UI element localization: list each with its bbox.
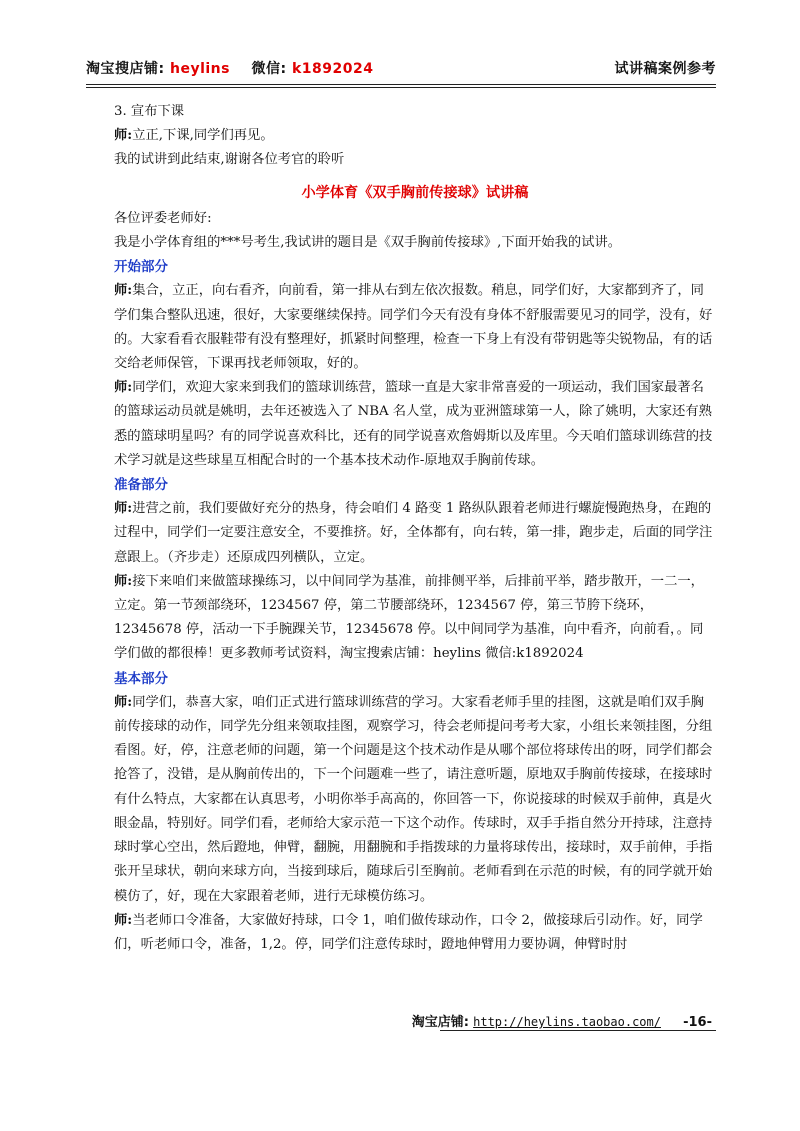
footer-shop-link[interactable]: http://heylins.taobao.com/ <box>473 1015 661 1029</box>
page-footer <box>412 1011 712 1030</box>
footer-divider <box>440 1030 716 1031</box>
paragraph-start-1: 师:集合，立正，向右看齐，向前看，第一排从右到左依次报数。稍息，同学们好，大家都到齐了，同学们集合整队迅速，很好，大家要继续保持。同学们今天有没有身体不舒服需要见习的同学，没有，好的。大家看看衣服鞋带有没有整理好，抓紧时间整理，检查一下身上有没有带钥匙等尖锐物品，有的话交给老师保管，下课再找老师领取，好的。 <box>114 283 713 372</box>
paragraph-basic-1: 师:同学们，恭喜大家，咱们正式进行篮球训练营的学习。大家看老师手里的挂图，这就是咱们双手胸前传接球的动作，同学先分组来领取挂图，观察学习，待会老师提问考考大家，小组长来领挂图，分组看图。好，停，注意老师的问题，第一个问题是这个技术动作是从哪个部位将球传出的呀，同学们都会抢答了，没错，是从胸前传出的，下一个问题难一些了，请注意听题，原地双手胸前传接球，在接球时有什么特点，大家都在认真思考，小明你举手高高的，你回答一下，你说接球的时候双手前伸，真是火眼金晶，特别好。同学们看，老师给大家示范一下这个动作。传球时，双手手指自然分开持球，注意持球时掌心空出，然后蹬地，伸臂，翻腕，用翻腕和手指拨球的力量将球传出，接球时，双手前伸，手指张开呈球状，朝向来球方向，当接到球后，随球后引至胸前。老师看到在示范的时候，有的同学就开始模仿了，好，现在大家跟着老师，进行无球模仿练习。 <box>114 694 713 904</box>
dismiss-line: 师:立正,下课,同学们再见。 <box>114 128 274 144</box>
intro-paragraph: 我是小学体育组的***号考生,我试讲的题目是《双手胸前传接球》,下面开始我的试讲。 <box>114 235 622 251</box>
footer-shop-label: 淘宝店铺: <box>411 1015 469 1030</box>
speaker-label: 师: <box>114 128 133 144</box>
paragraph-prep-2: 师:接下来咱们来做篮球操练习，以中间同学为基准，前排侧平举，后排前平举，踏步散开，一二一，立定。第一节颈部绕环，1234567 停，第二节腰部绕环，1234567 停，第三节胯下绕环，12345678 停，活动一下手腕踝关节，12345678 停。以中间同学为基准，向中看齐，向前看，。同学们做的都很棒！更多教师考试资料，淘宝搜索店铺：heylins 微信:k1892024 <box>114 573 704 662</box>
document-title: 小学体育《双手胸前传接球》试讲稿 <box>301 184 529 201</box>
header-right-title: 试讲稿案例参考 <box>614 61 716 77</box>
section-heading-prep: 准备部分 <box>114 477 168 494</box>
page-number: -16- <box>683 1015 712 1030</box>
header-wechat-label: 微信: <box>251 61 287 77</box>
page-header <box>86 58 716 84</box>
section-heading-basic: 基本部分 <box>114 670 168 687</box>
dismiss-step: 3. 宣布下课 <box>114 104 185 119</box>
speaker-label: 师: <box>114 501 133 517</box>
section-heading-start: 开始部分 <box>114 259 168 276</box>
speaker-label: 师: <box>114 912 133 928</box>
header-shop-info <box>86 58 373 78</box>
greeting: 各位评委老师好: <box>114 210 212 226</box>
document-body <box>114 100 716 957</box>
speaker-label: 师: <box>114 573 133 589</box>
speaker-label: 师: <box>114 380 133 396</box>
header-divider <box>86 84 716 85</box>
paragraph-prep-1: 师:进营之前，我们要做好充分的热身，待会咱们 4 路变 1 路纵队跟着老师进行螺旋慢跑热身，在跑的过程中，同学们一定要注意安全，不要推挤。好，全体都有，向右转，第一排，跑步走，后面的同学注意跟上。（齐步走）还原成四列横队，立定。 <box>114 501 713 565</box>
paragraph-start-2: 师:同学们，欢迎大家来到我们的篮球训练营，篮球一直是大家非常喜爱的一项运动，我们国家最著名的篮球运动员就是姚明，去年还被选入了 NBA 名人堂，成为亚洲篮球第一人，除了姚明，大家还有熟悉的篮球明星吗？有的同学说喜欢科比，还有的同学说喜欢詹姆斯以及库里。今天咱们篮球训练营的技术学习就是这些球星互相配合时的一个基本技术动作-原地双手胸前传球。 <box>114 380 713 468</box>
header-wechat-id: k1892024 <box>291 61 374 77</box>
paragraph-basic-2: 师:当老师口令准备，大家做好持球，口令 1，咱们做传球动作，口令 2，做接球后引动作。好，同学们，听老师口令，准备，1,2。停，同学们注意传球时，蹬地伸臂用力要协调，伸臂时肘 <box>114 912 703 952</box>
closing-line: 我的试讲到此结束,谢谢各位考官的聆听 <box>114 152 345 168</box>
speaker-label: 师: <box>114 283 133 299</box>
header-shop-name: heylins <box>169 61 230 77</box>
header-divider-secondary <box>86 87 716 88</box>
header-shop-label: 淘宝搜店铺: <box>86 61 165 77</box>
speaker-label: 师: <box>114 694 133 710</box>
